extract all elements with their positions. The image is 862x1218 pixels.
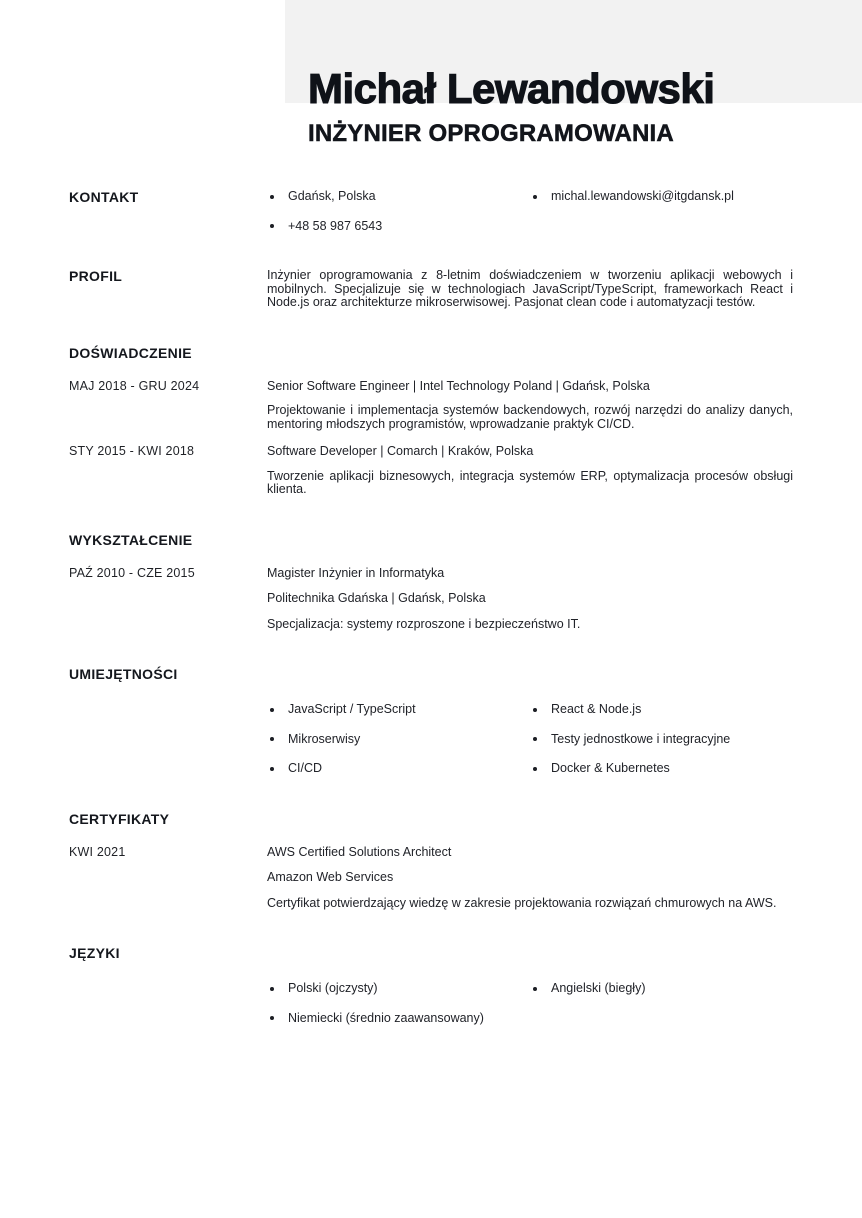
education-entries xyxy=(69,567,793,632)
list-item xyxy=(270,762,530,776)
experience-title: Senior Software Engineer | Intel Technology Poland | Gdańsk, Polska xyxy=(267,378,650,393)
experience-entries xyxy=(69,380,793,497)
kontakt-column-2 xyxy=(530,190,793,233)
person-job-title: INŻYNIER OPROGRAMOWANIA xyxy=(308,120,674,147)
list-item xyxy=(270,982,530,996)
section-certyfikaty xyxy=(69,812,793,911)
section-label-wyksztalcenie: WYKSZTAŁCENIE xyxy=(69,531,193,548)
bullet-icon xyxy=(533,708,537,712)
list-item xyxy=(270,1012,530,1026)
experience-entry xyxy=(69,380,793,432)
experience-description: Tworzenie aplikacji biznesowych, integracja systemów ERP, optymalizacja procesów obsługi klienta. xyxy=(267,468,793,496)
language-item: Polski (ojczysty) xyxy=(288,981,378,995)
section-label-kontakt: KONTAKT xyxy=(69,189,139,205)
contact-location: Gdańsk, Polska xyxy=(288,189,376,203)
languages-column-2 xyxy=(530,982,793,1025)
experience-entry xyxy=(69,445,793,497)
experience-description: Projektowanie i implementacja systemów backendowych, rozwój narzędzi do analizy danych, mentoring młodszych programistów, wprowadzanie praktyk CI/CD. xyxy=(267,403,793,431)
bullet-icon xyxy=(533,767,537,771)
certificate-dates: KWI 2021 xyxy=(69,844,126,859)
bullet-icon xyxy=(270,737,274,741)
list-item xyxy=(270,220,530,234)
education-institution: Politechnika Gdańska | Gdańsk, Polska xyxy=(267,591,486,605)
skills-columns xyxy=(267,703,793,776)
skill-item: Testy jednostkowe i integracyjne xyxy=(551,731,731,746)
bullet-icon xyxy=(270,1016,274,1020)
skill-item: React & Node.js xyxy=(551,702,642,716)
education-details: Specjalizacja: systemy rozproszone i bezpieczeństwo IT. xyxy=(267,616,581,631)
education-dates: PAŹ 2010 - CZE 2015 xyxy=(69,565,195,580)
experience-title: Software Developer | Comarch | Kraków, Polska xyxy=(267,444,534,458)
languages-columns xyxy=(267,982,793,1025)
bullet-icon xyxy=(270,708,274,712)
section-jezyki xyxy=(69,946,793,1025)
resume-header xyxy=(0,0,862,146)
certificate-title: AWS Certified Solutions Architect xyxy=(267,844,452,859)
experience-dates: MAJ 2018 - GRU 2024 xyxy=(69,378,200,393)
person-name: Michał Lewandowski xyxy=(308,65,715,112)
kontakt-columns xyxy=(267,190,793,233)
section-kontakt xyxy=(69,190,793,233)
list-item xyxy=(270,190,530,204)
bullet-icon xyxy=(270,195,274,199)
bullet-icon xyxy=(270,987,274,991)
skill-item: JavaScript / TypeScript xyxy=(288,702,416,716)
section-umiejetnosci xyxy=(69,667,793,776)
experience-dates: STY 2015 - KWI 2018 xyxy=(69,444,195,458)
skill-item: CI/CD xyxy=(288,761,323,775)
section-label-jezyki: JĘZYKI xyxy=(69,945,120,961)
language-item: Niemiecki (średnio zaawansowany) xyxy=(288,1010,484,1025)
languages-column-1 xyxy=(267,982,530,1025)
section-doswiadczenie xyxy=(69,346,793,497)
skill-item: Docker & Kubernetes xyxy=(551,761,670,775)
skills-column-2 xyxy=(530,703,793,776)
resume-body xyxy=(0,190,862,1025)
list-item xyxy=(533,733,793,747)
skills-column-1 xyxy=(267,703,530,776)
bullet-icon xyxy=(533,987,537,991)
section-label-profil: PROFIL xyxy=(69,268,123,284)
list-item xyxy=(270,733,530,747)
section-profil xyxy=(69,269,793,310)
profile-summary: Inżynier oprogramowania z 8-letnim doświadczeniem w tworzeniu aplikacji webowych i mobilnych. Specjalizuje się w technologiach JavaScript/TypeScript, frameworkach React i Node.js oraz architekturze mikroserwisowej. Pasjonat clean code i automatyzacji testów. xyxy=(267,268,793,309)
section-label-certyfikaty: CERTYFIKATY xyxy=(69,810,170,827)
kontakt-column-1 xyxy=(267,190,530,233)
bullet-icon xyxy=(533,737,537,741)
list-item xyxy=(533,190,793,204)
language-item: Angielski (biegły) xyxy=(551,981,646,995)
education-entry xyxy=(69,567,793,632)
list-item xyxy=(533,703,793,717)
contact-phone: +48 58 987 6543 xyxy=(288,218,383,233)
list-item xyxy=(533,982,793,996)
certificate-entry xyxy=(69,846,793,911)
bullet-icon xyxy=(270,224,274,228)
bullet-icon xyxy=(533,195,537,199)
certificate-issuer: Amazon Web Services xyxy=(267,870,394,884)
contact-email: michal.lewandowski@itgdansk.pl xyxy=(551,189,734,203)
list-item xyxy=(270,703,530,717)
bullet-icon xyxy=(270,767,274,771)
certificate-description: Certyfikat potwierdzający wiedzę w zakresie projektowania rozwiązań chmurowych na AWS. xyxy=(267,895,777,910)
list-item xyxy=(533,762,793,776)
section-label-doswiadczenie: DOŚWIADCZENIE xyxy=(69,344,192,361)
certificate-entries xyxy=(69,846,793,911)
section-wyksztalcenie xyxy=(69,533,793,632)
education-degree: Magister Inżynier in Informatyka xyxy=(267,565,445,580)
section-label-umiejetnosci: UMIEJĘTNOŚCI xyxy=(69,666,178,682)
skill-item: Mikroserwisy xyxy=(288,731,361,746)
